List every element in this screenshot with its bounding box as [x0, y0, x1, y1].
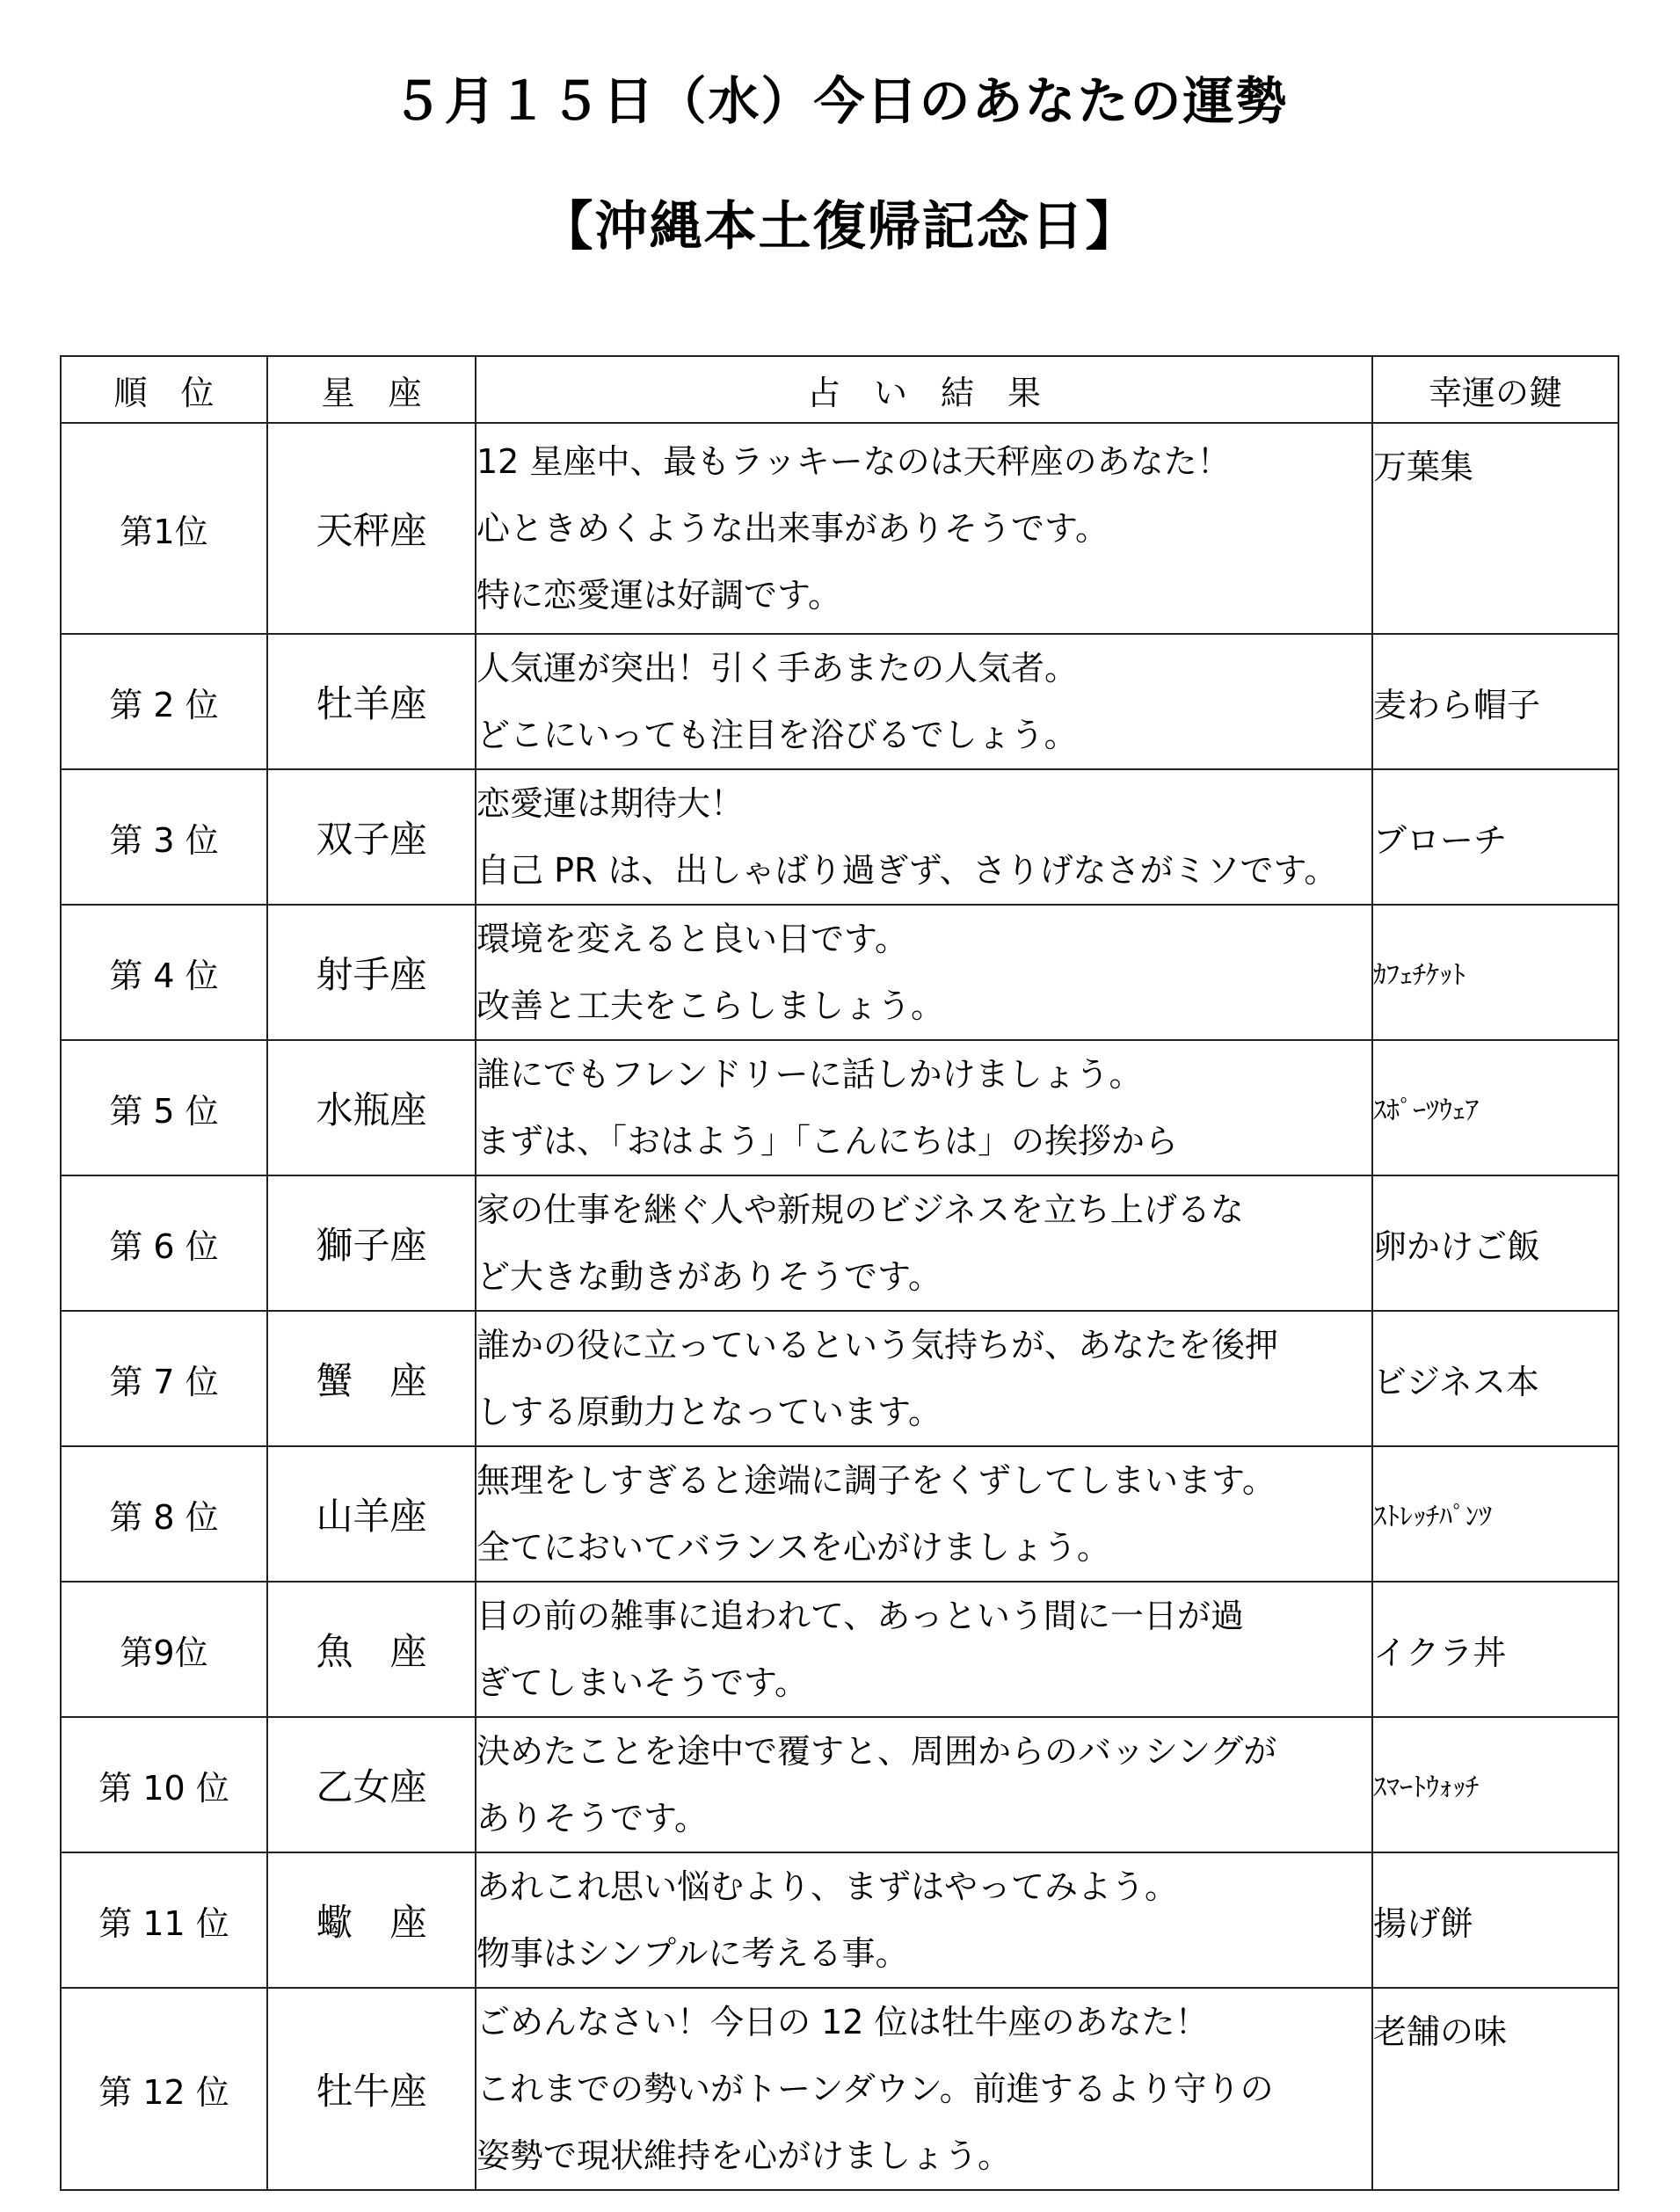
table-row: [61, 1582, 1618, 1717]
rank-cell: 第 6 位: [61, 1175, 267, 1311]
result-line: 恋愛運は期待大！: [476, 784, 745, 823]
sign-cell: 蠍 座: [267, 1852, 476, 1988]
result-line: ど大きな動きがありそうです。: [476, 1257, 942, 1296]
lucky-key-cell: 麦わら帽子: [1372, 634, 1618, 769]
result-line: 特に恋愛運は好調です。: [476, 576, 841, 615]
rank-cell: 第 11 位: [61, 1852, 267, 1988]
column-header-rank: 順 位: [61, 356, 267, 423]
result-line: まずは、「おはよう」「こんにちは」の挨拶から: [476, 1122, 1179, 1161]
lucky-key-cell: 卵かけご飯: [1372, 1175, 1618, 1311]
column-header-key: 幸運の鍵: [1372, 356, 1618, 423]
sign-cell: 蟹 座: [267, 1311, 476, 1446]
result-line: 無理をしすぎると途端に調子をくずしてしまいます。: [476, 1461, 1276, 1500]
lucky-key-cell: ブローチ: [1372, 769, 1618, 905]
result-cell: [476, 1717, 1372, 1852]
result-line: 改善と工夫をこらしましょう。: [476, 986, 945, 1025]
result-line: 人気運が突出！引く手あまたの人気者。: [476, 649, 1079, 688]
result-line: 決めたことを途中で覆すと、周囲からのバッシングが: [476, 1732, 1277, 1771]
sign-cell: 水瓶座: [267, 1040, 476, 1175]
result-line: どこにいっても注目を浴びるでしょう。: [476, 716, 1078, 754]
table-row: [61, 1852, 1618, 1988]
sign-cell: 双子座: [267, 769, 476, 905]
rank-cell: 第9位: [61, 1582, 267, 1717]
result-line: ありそうです。: [476, 1799, 708, 1837]
result-line: 12 星座中、最もラッキーなのは天秤座のあなた！: [476, 442, 1231, 481]
result-cell: [476, 905, 1372, 1040]
table-row: [61, 1175, 1618, 1311]
table-row: [61, 1311, 1618, 1446]
result-line: 自己 PR は、出しゃばり過ぎず、さりげなさがミソです。: [476, 851, 1338, 890]
page-subtitle: 【沖縄本土復帰記念日】: [540, 196, 1140, 258]
result-cell: [476, 1988, 1372, 2190]
result-cell: [476, 1175, 1372, 1311]
result-line: しする原動力となっています。: [476, 1393, 942, 1431]
lucky-key-cell: ｽﾄﾚｯﾁﾊﾟﾝﾂ: [1372, 1446, 1618, 1582]
result-line: 誰にでもフレンドリーに話しかけましょう。: [476, 1055, 1143, 1094]
lucky-key-cell: ｶﾌｪﾁｹｯﾄ: [1372, 905, 1618, 1040]
table-row: [61, 1988, 1618, 2190]
result-cell: [476, 1582, 1372, 1717]
lucky-key-cell: イクラ丼: [1372, 1582, 1618, 1717]
sign-cell: 山羊座: [267, 1446, 476, 1582]
result-line: 誰かの役に立っているという気持ちが、あなたを後押: [476, 1326, 1279, 1364]
lucky-key-cell: 万葉集: [1372, 423, 1618, 634]
result-line: 目の前の雑事に追われて、あっという間に一日が過: [476, 1597, 1244, 1635]
result-cell: [476, 634, 1372, 769]
rank-cell: 第1位: [61, 423, 267, 634]
page-title: ５月１５日（水）今日のあなたの運勢: [391, 71, 1289, 131]
result-line: 家の仕事を継ぐ人や新規のビジネスを立ち上げるな: [476, 1190, 1244, 1229]
sign-cell: 射手座: [267, 905, 476, 1040]
rank-cell: 第 7 位: [61, 1311, 267, 1446]
column-header-sign: 星 座: [267, 356, 476, 423]
result-cell: [476, 1446, 1372, 1582]
rank-cell: 第 8 位: [61, 1446, 267, 1582]
table-row: [61, 423, 1618, 634]
lucky-key-cell: ｽﾏｰﾄｳｫｯﾁ: [1372, 1717, 1618, 1852]
rank-cell: 第 12 位: [61, 1988, 267, 2190]
lucky-key-cell: ｽﾎﾟｰﾂｳｪｱ: [1372, 1040, 1618, 1175]
lucky-key-cell: ビジネス本: [1372, 1311, 1618, 1446]
result-line: 心ときめくような出来事がありそうです。: [476, 509, 1109, 548]
table-row: [61, 1040, 1618, 1175]
result-line: 姿勢で現状維持を心がけましょう。: [476, 2136, 1012, 2175]
sign-cell: 牡牛座: [267, 1988, 476, 2190]
rank-cell: 第 5 位: [61, 1040, 267, 1175]
result-cell: [476, 423, 1372, 634]
rank-cell: 第 2 位: [61, 634, 267, 769]
result-line: ごめんなさい！今日の 12 位は牡牛座のあなた！: [476, 2003, 1209, 2041]
result-line: 全てにおいてバランスを心がけましょう。: [476, 1528, 1110, 1567]
table-row: [61, 634, 1618, 769]
column-header-result: 占 い 結 果: [476, 356, 1372, 423]
fortune-table: [60, 355, 1619, 2191]
rank-cell: 第 3 位: [61, 769, 267, 905]
table-row: [61, 769, 1618, 905]
sign-cell: 乙女座: [267, 1717, 476, 1852]
rank-cell: 第 10 位: [61, 1717, 267, 1852]
table-row: [61, 1446, 1618, 1582]
lucky-key-cell: 揚げ餅: [1372, 1852, 1618, 1988]
result-line: 環境を変えると良い日です。: [476, 920, 908, 958]
result-line: ぎてしまいそうです。: [476, 1663, 808, 1702]
result-cell: [476, 1852, 1372, 1988]
result-line: これまでの勢いがトーンダウン。前進するより守りの: [476, 2070, 1274, 2108]
result-cell: [476, 1040, 1372, 1175]
table-header-row: [61, 356, 1618, 423]
table-row: [61, 1717, 1618, 1852]
sign-cell: 獅子座: [267, 1175, 476, 1311]
sign-cell: 牡羊座: [267, 634, 476, 769]
rank-cell: 第 4 位: [61, 905, 267, 1040]
table-row: [61, 905, 1618, 1040]
result-cell: [476, 1311, 1372, 1446]
sign-cell: 天秤座: [267, 423, 476, 634]
result-cell: [476, 769, 1372, 905]
result-line: あれこれ思い悩むより、まずはやってみよう。: [476, 1867, 1179, 1906]
lucky-key-cell: 老舗の味: [1372, 1988, 1618, 2190]
result-line: 物事はシンプルに考える事。: [476, 1934, 909, 1973]
sign-cell: 魚 座: [267, 1582, 476, 1717]
